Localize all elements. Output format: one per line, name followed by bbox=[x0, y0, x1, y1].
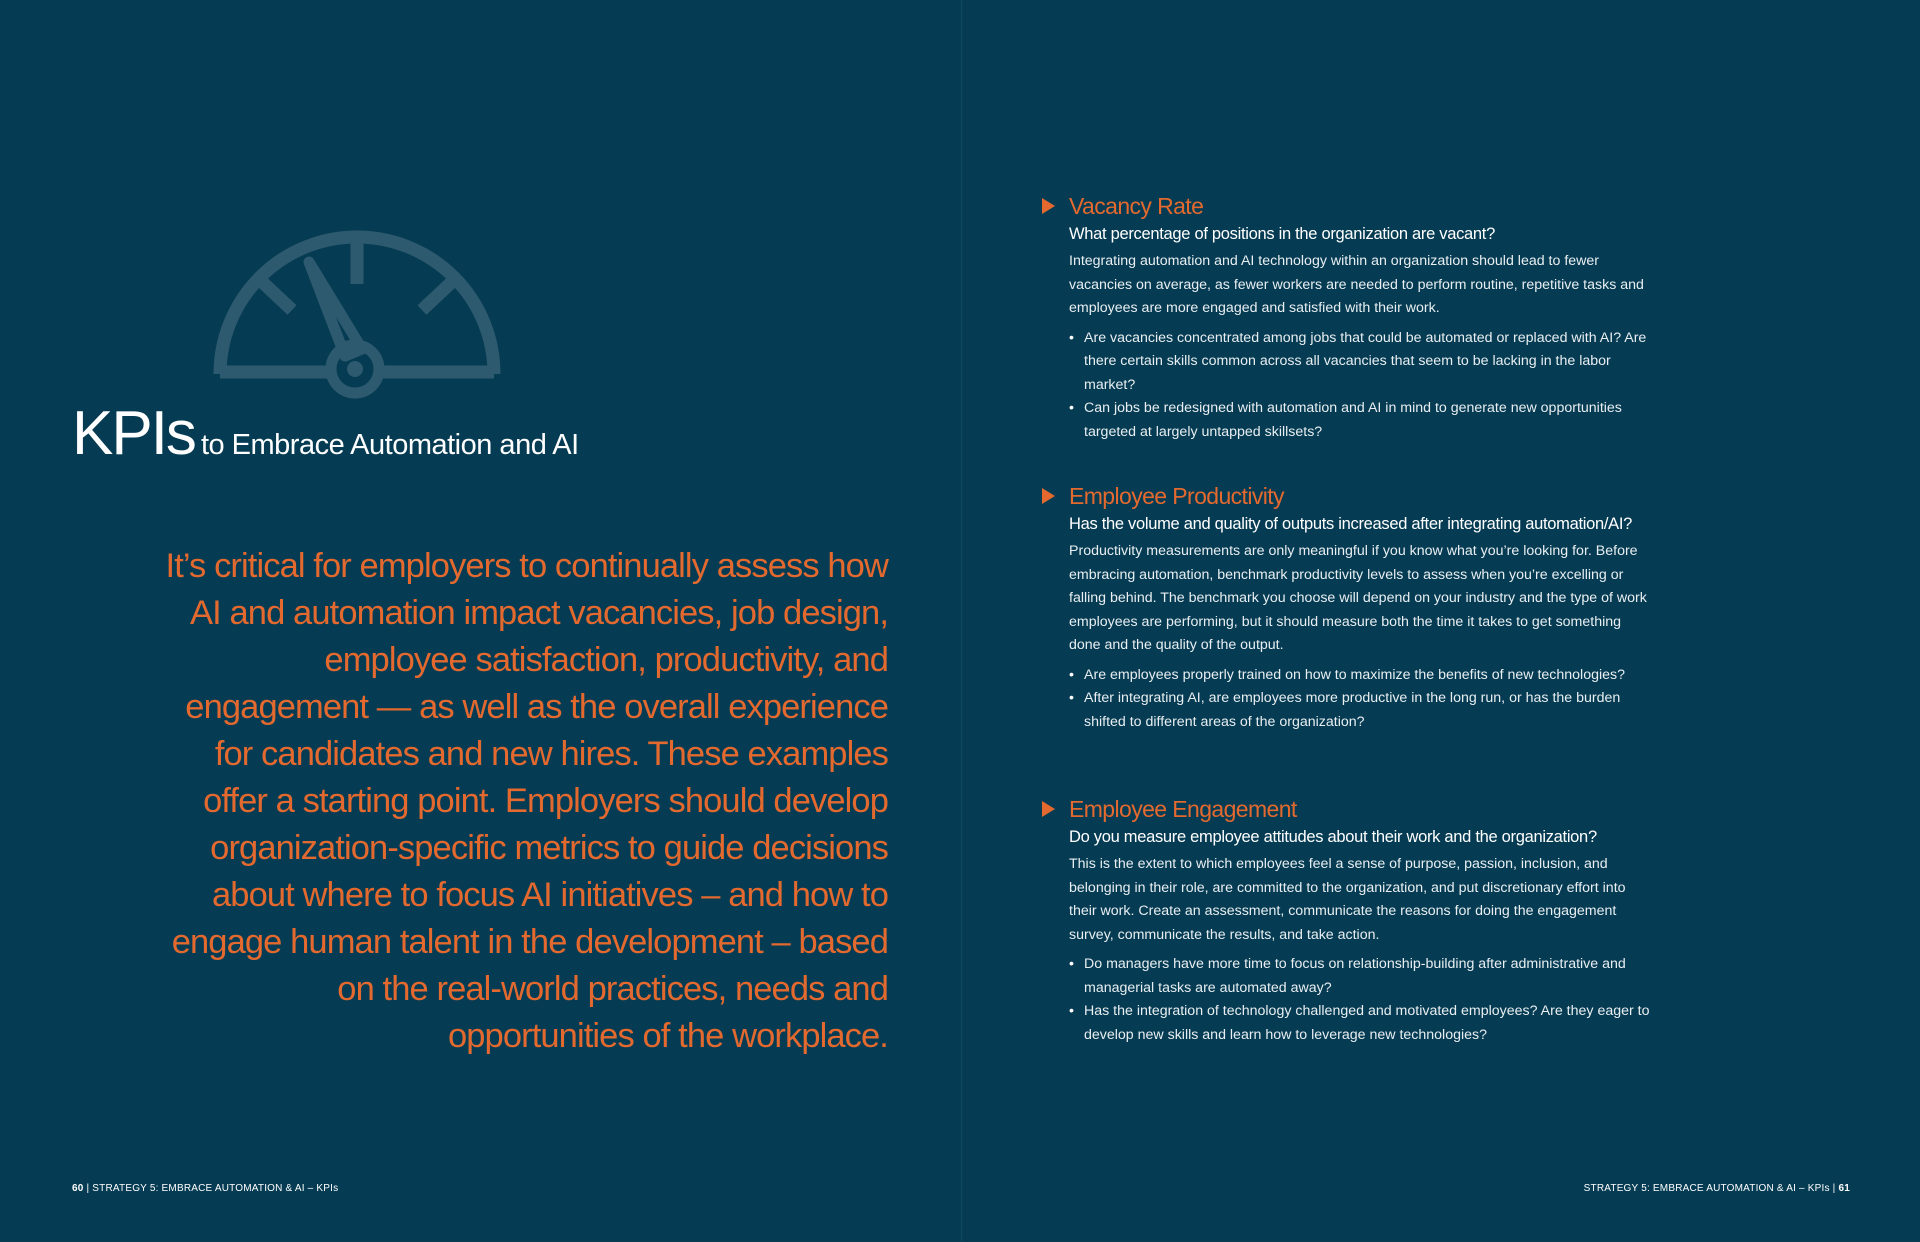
title-kpis: KPIs bbox=[72, 399, 195, 468]
kpi-employee-productivity bbox=[1042, 481, 1647, 734]
triangle-arrow-icon bbox=[1042, 801, 1055, 817]
kpi-body: This is the extent to which employees feel a sense of purpose, passion, inclusion, and belonging in their role, are committed to the organization, and put discretionary effort into their work. Create an assessment, communicate the reasons for doing the engagement survey, communicate the results, and take action. bbox=[1069, 856, 1626, 943]
kpi-bullets bbox=[1069, 953, 1651, 1047]
footer-right-text: STRATEGY 5: EMBRACE AUTOMATION & AI – KPIs | bbox=[1583, 1183, 1836, 1194]
list-item: • Do managers have more time to focus on relationship-building after administrative and managerial tasks are automated away? bbox=[1069, 953, 1651, 1000]
page-title bbox=[72, 398, 579, 469]
right-page bbox=[962, 0, 1920, 1242]
footer-left-text: | STRATEGY 5: EMBRACE AUTOMATION & AI – KPIs bbox=[86, 1183, 339, 1194]
pull-quote: It’s critical for employers to continually assess how AI and automation impact vacancies, job design, employee satisfaction, productivity, and engagement — as well as the overall experience for candidates and new hires. These examples offer a starting point. Employers should develop organization-specific metrics to guide decisions about where to focus AI initiatives – and how to engage human talent in the development – based on the real-world practices, needs and opportunities of the workplace. bbox=[165, 547, 888, 1055]
kpi-vacancy-rate bbox=[1042, 191, 1647, 444]
kpi-question: What percentage of positions in the organization are vacant? bbox=[1069, 225, 1495, 243]
page-number-right: 61 bbox=[1838, 1183, 1850, 1194]
kpi-title: Employee Productivity bbox=[1069, 482, 1284, 509]
kpi-bullets bbox=[1069, 327, 1651, 445]
speedometer-icon bbox=[212, 224, 502, 404]
kpi-title: Employee Engagement bbox=[1069, 795, 1297, 822]
kpi-question: Has the volume and quality of outputs increased after integrating automation/AI? bbox=[1069, 515, 1633, 533]
list-item: • Are vacancies concentrated among jobs that could be automated or replaced with AI? Are there certain skills common across all vacancies that seem to be lacking in the labor market? bbox=[1069, 327, 1651, 398]
list-item: • Can jobs be redesigned with automation and AI in mind to generate new opportunities targeted at largely untapped skillsets? bbox=[1069, 397, 1651, 444]
kpi-question: Do you measure employee attitudes about their work and the organization? bbox=[1069, 828, 1597, 846]
list-item: • Has the integration of technology challenged and motivated employees? Are they eager to develop new skills and learn how to leverage new technologies? bbox=[1069, 1000, 1651, 1047]
triangle-arrow-icon bbox=[1042, 198, 1055, 214]
kpi-employee-engagement bbox=[1042, 794, 1650, 1047]
title-subtitle: to Embrace Automation and AI bbox=[200, 429, 579, 461]
list-item: • Are employees properly trained on how to maximize the benefits of new technologies? bbox=[1069, 664, 1651, 688]
kpi-body: Productivity measurements are only meaningful if you know what you’re looking for. Before embracing automation, benchmark productivity levels to assess when you’re excelling or falling behind. The benchmark you choose will depend on your industry and the type of work employees are performing, but it should measure both the time it takes to get something done and the quality of the output. bbox=[1069, 543, 1647, 653]
kpi-title: Vacancy Rate bbox=[1069, 192, 1204, 219]
triangle-arrow-icon bbox=[1042, 488, 1055, 504]
page-number-left: 60 bbox=[72, 1183, 84, 1194]
footer-left bbox=[72, 1183, 338, 1194]
kpi-bullets bbox=[1069, 664, 1651, 735]
list-item: • After integrating AI, are employees more productive in the long run, or has the burden shifted to different areas of the organization? bbox=[1069, 687, 1651, 734]
kpi-body: Integrating automation and AI technology within an organization should lead to fewer vacancies on average, as fewer workers are needed to perform routine, repetitive tasks and employees are more engaged and satisfied with their work. bbox=[1069, 253, 1644, 316]
footer-right bbox=[1584, 1183, 1850, 1194]
